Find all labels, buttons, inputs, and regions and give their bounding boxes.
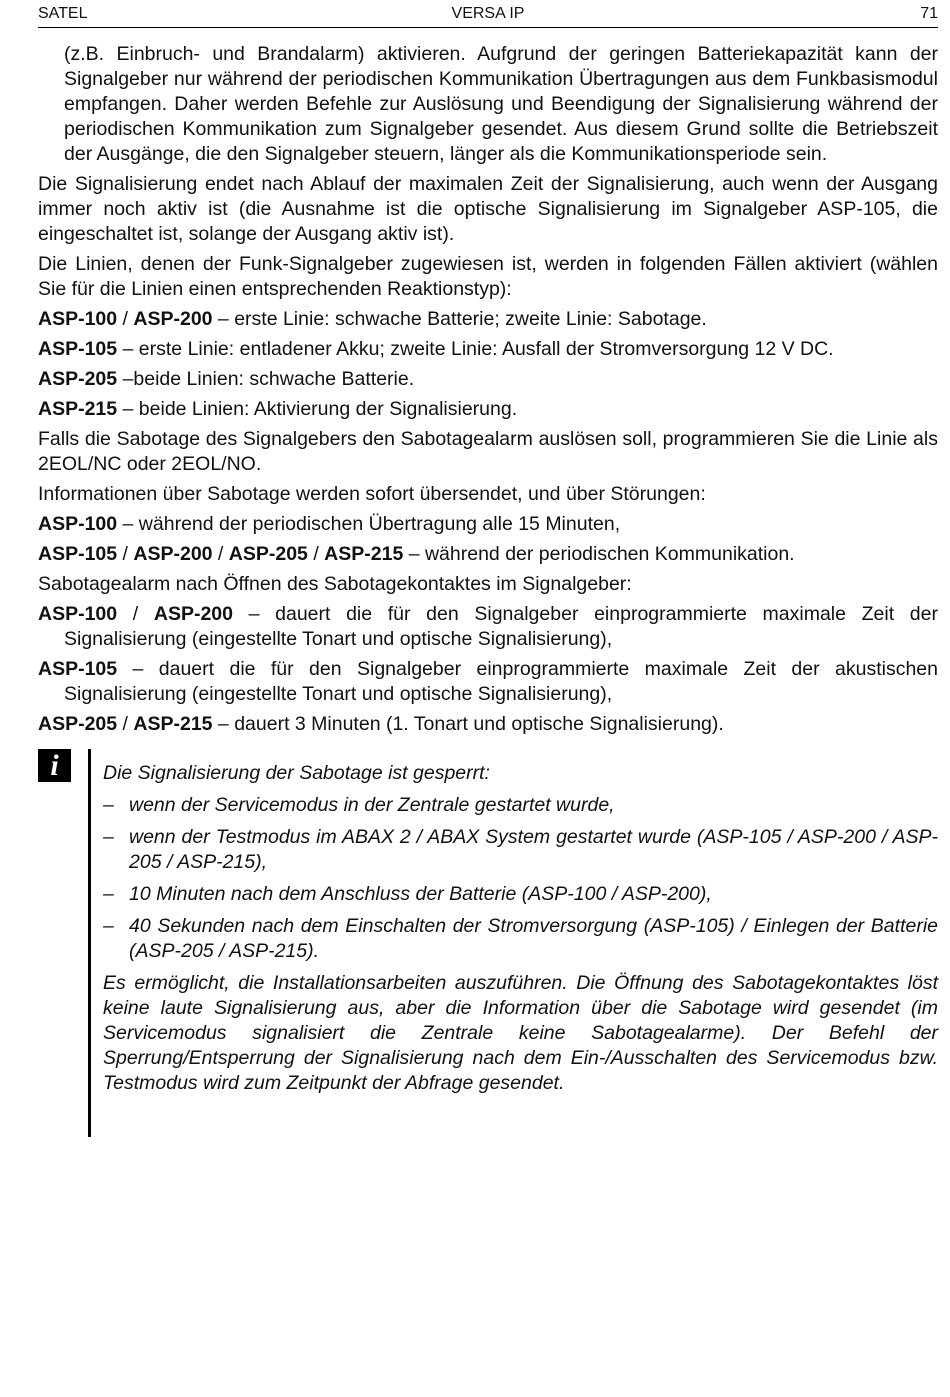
info-icon: i — [38, 749, 71, 782]
paragraph-lines: Die Linien, denen der Funk-Signalgeber zugewiesen ist, werden in folgenden Fällen aktiviert (wählen Sie für die Linien einen entsprechenden Reaktionstyp): — [38, 253, 938, 300]
info-text: – während der periodischen Kommunikation. — [403, 543, 795, 565]
note-box — [38, 749, 938, 1096]
page-number: 71 — [920, 5, 938, 22]
model-label: ASP-100 — [38, 308, 118, 330]
model-label: ASP-105 — [38, 338, 118, 360]
note-list-item: – 10 Minuten nach dem Anschluss der Batterie (ASP-100 / ASP-200), — [103, 883, 712, 905]
note-list-item: – wenn der Servicemodus in der Zentrale gestartet wurde, — [103, 794, 615, 816]
info-others: ASP-105 / ASP-200 / ASP-205 / ASP-215 – während der periodischen Kommunikation. — [38, 543, 795, 565]
model-label: ASP-200 — [133, 543, 213, 565]
paragraph-info: Informationen über Sabotage werden sofort übersendet, und über Störungen: — [38, 483, 706, 505]
model-label: ASP-200 — [153, 603, 233, 625]
note-closing: Es ermöglicht, die Installationsarbeiten auszuführen. Die Öffnung des Sabotagekontaktes löst keine laute Signalisierung aus, aber die Information über die Sabotage wird gesendet (im Servicemodus signalisiert die Zentrale keine Sabotagealarme). Der Befehl der Sperrung/Entsperrung der Signalisierung nach dem Ein-/Ausschalten des Servicemodus bzw. Testmodus wird zum Zeitpunkt der Abfrage gesendet. — [103, 972, 938, 1094]
header-brand: SATEL — [38, 5, 88, 22]
paragraph-tamper: Sabotagealarm nach Öffnen des Sabotagekontaktes im Signalgeber: — [38, 573, 632, 595]
model-label: ASP-105 — [38, 543, 118, 565]
model-label: ASP-205 — [38, 368, 118, 390]
note-list-item: – wenn der Testmodus im ABAX 2 / ABAX System gestartet wurde (ASP-105 / ASP-200 / ASP-205 / ASP-215), — [103, 826, 938, 873]
line-text: – erste Linie: schwache Batterie; zweite Linie: Sabotage. — [212, 308, 707, 330]
model-label: ASP-215 — [324, 543, 404, 565]
tamper-asp205-215: ASP-205 / ASP-215 – dauert 3 Minuten (1. Tonart und optische Signalisierung). — [38, 713, 724, 735]
model-label: ASP-215 — [38, 398, 118, 420]
note-divider — [88, 749, 91, 1137]
line-asp215 — [38, 397, 938, 422]
line-asp100-200: ASP-100 / ASP-200 – erste Linie: schwache Batterie; zweite Linie: Sabotage. — [38, 308, 707, 330]
model-label: ASP-105 — [38, 658, 118, 680]
tamper-text: – dauert die für den Signalgeber einprogrammierte maximale Zeit der Signalisierung (eingestellte Tonart und optische Signalisierung), — [64, 603, 938, 650]
tamper-text: – dauert die für den Signalgeber einprogrammierte maximale Zeit der akustischen Signalisierung (eingestellte Tonart und optische Signalisierung), — [64, 658, 938, 705]
note-body — [103, 749, 938, 1096]
paragraph-2eol: Falls die Sabotage des Signalgebers den Sabotagealarm auslösen soll, programmieren Sie die Linie als 2EOL/NC oder 2EOL/NO. — [38, 428, 938, 475]
tamper-asp105 — [38, 657, 938, 707]
line-text: – erste Linie: entladener Akku; zweite Linie: Ausfall der Stromversorgung 12 V DC. — [117, 338, 834, 360]
note-heading: Die Signalisierung der Sabotage ist gesperrt: — [103, 762, 490, 784]
line-asp205 — [38, 367, 938, 392]
note-list-item: – 40 Sekunden nach dem Einschalten der Stromversorgung (ASP-105) / Einlegen der Batterie (ASP-205 / ASP-215). — [103, 915, 938, 962]
model-label: ASP-100 — [38, 603, 118, 625]
line-asp105 — [38, 337, 938, 362]
info-asp100 — [38, 512, 938, 537]
line-text: –beide Linien: schwache Batterie. — [117, 368, 415, 390]
page-header — [38, 5, 938, 28]
model-label: ASP-100 — [38, 513, 118, 535]
model-label: ASP-215 — [133, 713, 213, 735]
page-content — [38, 42, 938, 1103]
line-text: – beide Linien: Aktivierung der Signalisierung. — [117, 398, 518, 420]
header-title: VERSA IP — [451, 5, 525, 22]
model-label: ASP-205 — [228, 543, 308, 565]
model-label: ASP-205 — [38, 713, 118, 735]
tamper-text: – dauert 3 Minuten (1. Tonart und optische Signalisierung). — [212, 713, 724, 735]
info-text: – während der periodischen Übertragung alle 15 Minuten, — [117, 513, 621, 535]
intro-paragraph: (z.B. Einbruch- und Brandalarm) aktivieren. Aufgrund der geringen Batteriekapazität kann der Signalgeber nur während der periodischen Kommunikation Übertragungen aus dem Funkbasismodul empfangen. Daher werden Befehle zur Auslösung und Beendigung der Signalisierung während der periodischen Kommunikation zum Signalgeber gesendet. Aus diesem Grund sollte die Betriebszeit der Ausgänge, die den Signalgeber steuern, länger als die Kommunikationsperiode sein. — [64, 43, 938, 165]
tamper-asp100-200: ASP-100 / ASP-200 – dauert die für den Signalgeber einprogrammierte maximale Zeit der Signalisierung (eingestellte Tonart und optische Signalisierung), — [38, 603, 938, 650]
paragraph-signal-end: Die Signalisierung endet nach Ablauf der maximalen Zeit der Signalisierung, auch wenn der Ausgang immer noch aktiv ist (die Ausnahme ist die optische Signalisierung im Signalgeber ASP-105, die eingeschaltet ist, solange der Ausgang aktiv ist). — [38, 173, 938, 245]
model-label: ASP-200 — [133, 308, 213, 330]
